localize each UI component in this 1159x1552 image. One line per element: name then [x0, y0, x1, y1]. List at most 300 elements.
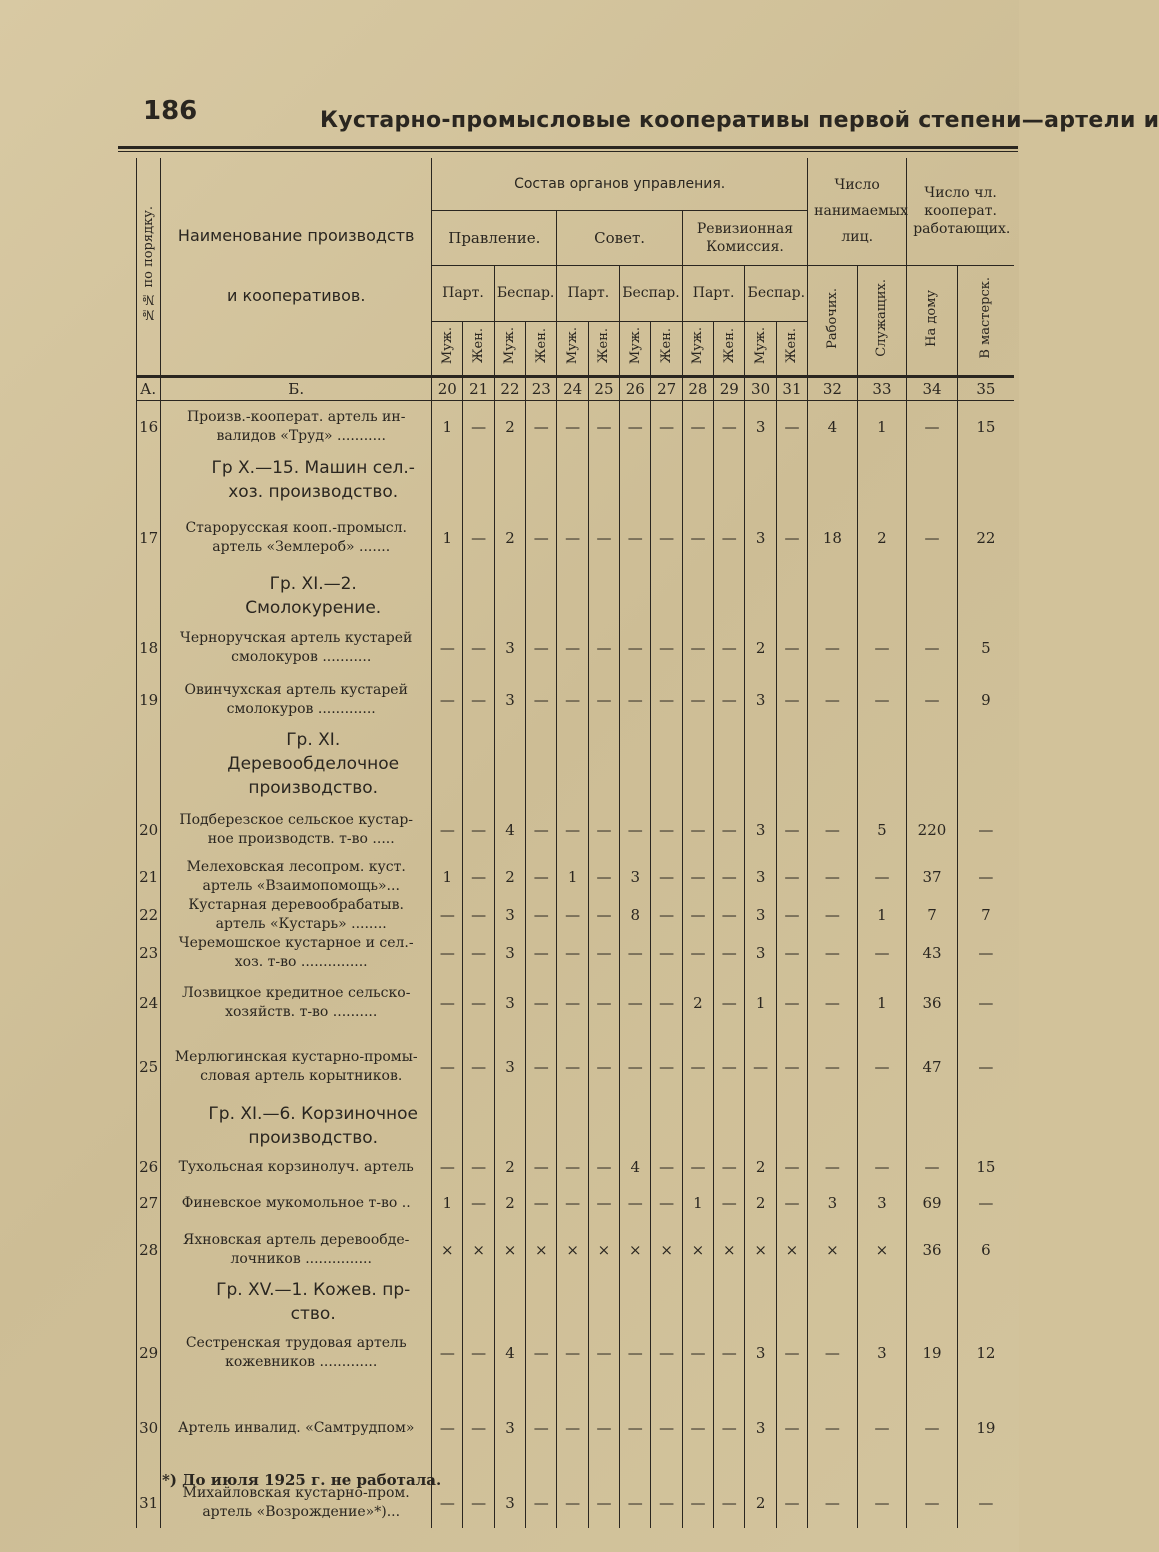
group-heading: Гр. XI.—6. Корзиночное производство. — [161, 1100, 432, 1152]
empty-cell — [857, 454, 907, 506]
empty-cell — [857, 1276, 907, 1328]
empty-cell — [714, 726, 745, 802]
value-cell: — — [857, 1152, 907, 1182]
value-cell: 3 — [857, 1182, 907, 1224]
cooperative-name-line: Черноручская артель кустарей — [180, 630, 413, 646]
column-number: 21 — [463, 376, 494, 400]
cooperative-name — [161, 802, 432, 858]
value-cell: — — [557, 1034, 588, 1100]
value-cell: — — [620, 802, 651, 858]
value-cell: 4 — [494, 1328, 525, 1378]
cooperative-name-line: Кустарная деревообрабатыв. — [188, 897, 404, 913]
row-number: 23 — [137, 934, 161, 972]
table-row — [137, 1328, 1015, 1378]
value-cell: — — [714, 858, 745, 896]
value-cell: × — [651, 1224, 682, 1276]
value-cell: — — [957, 1034, 1014, 1100]
value-cell: — — [432, 622, 463, 674]
in-workshop-header: В мастерск. — [957, 265, 1014, 376]
value-cell: — — [651, 400, 682, 454]
value-cell: 1 — [857, 400, 907, 454]
cooperative-name — [161, 674, 432, 726]
value-cell: — — [526, 1478, 557, 1528]
value-cell: — — [651, 622, 682, 674]
value-cell: × — [463, 1224, 494, 1276]
value-cell: 36 — [907, 972, 958, 1034]
value-cell: — — [432, 896, 463, 934]
statistics-table — [136, 158, 1014, 1528]
value-cell: 12 — [957, 1328, 1014, 1378]
row-number: 27 — [137, 1182, 161, 1224]
management-header: Состав органов управления. — [432, 158, 808, 210]
empty-cell — [682, 1100, 713, 1152]
value-cell: — — [526, 858, 557, 896]
row-number: 28 — [137, 1224, 161, 1276]
value-cell: 2 — [494, 1182, 525, 1224]
empty-cell — [682, 726, 713, 802]
value-cell: 1 — [432, 506, 463, 570]
cooperative-name — [161, 622, 432, 674]
value-cell: × — [857, 1224, 907, 1276]
empty-cell — [682, 570, 713, 622]
value-cell: 19 — [907, 1328, 958, 1378]
male-header: Муж. — [682, 321, 713, 376]
row-number: 30 — [137, 1378, 161, 1478]
value-cell: — — [714, 400, 745, 454]
value-cell: 3 — [857, 1328, 907, 1378]
value-cell: — — [776, 896, 807, 934]
value-cell: — — [557, 1152, 588, 1182]
value-cell: — — [588, 674, 619, 726]
value-cell: — — [526, 1328, 557, 1378]
value-cell: — — [620, 400, 651, 454]
row-number: 24 — [137, 972, 161, 1034]
table-row — [137, 1034, 1015, 1100]
value-cell: — — [620, 1478, 651, 1528]
value-cell: 43 — [907, 934, 958, 972]
value-cell: — — [588, 858, 619, 896]
value-cell: 3 — [494, 1378, 525, 1478]
value-cell: — — [776, 1152, 807, 1182]
empty-cell — [137, 570, 161, 622]
cooperative-name — [161, 934, 432, 972]
value-cell: — — [588, 934, 619, 972]
empty-cell — [808, 1276, 858, 1328]
value-cell: — — [620, 506, 651, 570]
cooperative-name-line: ное производств. т-во ..... — [207, 831, 395, 847]
value-cell: — — [620, 1034, 651, 1100]
empty-cell — [682, 1276, 713, 1328]
empty-cell — [494, 570, 525, 622]
cooperative-name-line: Произв.-кооперат. артель ин- — [186, 409, 406, 426]
row-number: 26 — [137, 1152, 161, 1182]
value-cell: × — [588, 1224, 619, 1276]
employees-header: Служащих. — [857, 265, 907, 376]
value-cell: — — [526, 1378, 557, 1478]
value-cell: 4 — [808, 400, 858, 454]
empty-cell — [714, 1100, 745, 1152]
value-cell: 3 — [494, 1478, 525, 1528]
value-cell: 3 — [494, 674, 525, 726]
value-cell: — — [745, 1034, 776, 1100]
cooperative-name-line: Артель инвалид. «Самтрудпом» — [177, 1419, 415, 1436]
value-cell: 19 — [957, 1378, 1014, 1478]
column-number: 30 — [745, 376, 776, 400]
value-cell: — — [808, 674, 858, 726]
value-cell: — — [682, 1152, 713, 1182]
value-cell: — — [651, 972, 682, 1034]
value-cell: 2 — [494, 400, 525, 454]
value-cell: 3 — [745, 802, 776, 858]
value-cell: — — [432, 934, 463, 972]
cooperative-name — [161, 1034, 432, 1100]
value-cell: 7 — [957, 896, 1014, 934]
cooperative-name-line: смолокуров ............. — [226, 701, 376, 717]
value-cell: 22 — [957, 506, 1014, 570]
female-header: Жен. — [714, 321, 745, 376]
empty-cell — [651, 570, 682, 622]
empty-cell — [776, 726, 807, 802]
value-cell: — — [957, 934, 1014, 972]
column-number: А. — [137, 376, 161, 400]
male-header: Муж. — [494, 321, 525, 376]
value-cell: — — [651, 1034, 682, 1100]
value-cell: — — [463, 896, 494, 934]
value-cell: — — [463, 1182, 494, 1224]
cooperative-name — [161, 1224, 432, 1276]
empty-cell — [651, 454, 682, 506]
value-cell: — — [682, 1328, 713, 1378]
value-cell: — — [620, 1328, 651, 1378]
cooperative-name-line: Подберезское сельское кустар- — [179, 812, 414, 828]
value-cell: 3 — [745, 400, 776, 454]
value-cell: — — [857, 1478, 907, 1528]
cooperative-name-line: валидов «Труд» ........... — [216, 428, 386, 445]
value-cell: — — [776, 934, 807, 972]
table-row — [137, 400, 1015, 454]
cooperative-name — [161, 1378, 432, 1478]
empty-cell — [557, 726, 588, 802]
group-heading-row — [137, 1100, 1015, 1152]
value-cell: 2 — [682, 972, 713, 1034]
empty-cell — [907, 1100, 958, 1152]
empty-cell — [494, 1100, 525, 1152]
value-cell: 5 — [857, 802, 907, 858]
female-header: Жен. — [526, 321, 557, 376]
value-cell: — — [857, 1034, 907, 1100]
empty-cell — [714, 454, 745, 506]
cooperative-name-line: Финевское мукомольное т-во .. — [181, 1194, 411, 1211]
party-header: Парт. — [557, 265, 620, 321]
column-number: Б. — [161, 376, 432, 400]
cooperative-name-line: Овинчухская артель кустарей — [184, 682, 408, 698]
table-row — [137, 1152, 1015, 1182]
value-cell: — — [463, 506, 494, 570]
group-heading: Гр. XI. Деревообделочное производство. — [161, 726, 432, 802]
value-cell: — — [682, 934, 713, 972]
nonparty-header: Беспар. — [494, 265, 557, 321]
value-cell: — — [957, 972, 1014, 1034]
at-home-header: На дому — [907, 265, 958, 376]
value-cell: × — [745, 1224, 776, 1276]
value-cell: — — [776, 1478, 807, 1528]
value-cell: — — [808, 972, 858, 1034]
value-cell: — — [651, 858, 682, 896]
cooperative-name — [161, 972, 432, 1034]
value-cell: — — [907, 400, 958, 454]
name-column-header: Наименование производств и кооперативов. — [161, 158, 432, 376]
value-cell: 3 — [494, 934, 525, 972]
column-number: 25 — [588, 376, 619, 400]
cooperative-name — [161, 506, 432, 570]
empty-cell — [137, 1100, 161, 1152]
value-cell: 1 — [557, 858, 588, 896]
value-cell: 1 — [745, 972, 776, 1034]
column-number: 31 — [776, 376, 807, 400]
footnote: *) До июля 1925 г. не работала. — [162, 1471, 442, 1489]
value-cell: — — [588, 896, 619, 934]
value-cell: — — [651, 1478, 682, 1528]
table-row — [137, 896, 1015, 934]
value-cell: × — [557, 1224, 588, 1276]
empty-cell — [857, 726, 907, 802]
value-cell: 4 — [620, 1152, 651, 1182]
value-cell: 3 — [745, 506, 776, 570]
row-number: 25 — [137, 1034, 161, 1100]
column-number: 24 — [557, 376, 588, 400]
header-rule-thin — [118, 151, 1018, 152]
value-cell: — — [776, 622, 807, 674]
row-number: 31 — [137, 1478, 161, 1528]
value-cell: 1 — [857, 972, 907, 1034]
value-cell: — — [432, 1328, 463, 1378]
value-cell: — — [907, 1152, 958, 1182]
value-cell: 7 — [907, 896, 958, 934]
empty-cell — [682, 454, 713, 506]
value-cell: 6 — [957, 1224, 1014, 1276]
value-cell: 3 — [494, 1034, 525, 1100]
row-number: 20 — [137, 802, 161, 858]
empty-cell — [808, 726, 858, 802]
empty-cell — [907, 454, 958, 506]
value-cell: — — [651, 1152, 682, 1182]
value-cell: — — [808, 896, 858, 934]
male-header: Муж. — [620, 321, 651, 376]
value-cell: — — [526, 896, 557, 934]
value-cell: — — [682, 400, 713, 454]
empty-cell — [494, 1276, 525, 1328]
value-cell: — — [526, 400, 557, 454]
value-cell: — — [957, 858, 1014, 896]
value-cell: — — [526, 622, 557, 674]
value-cell: — — [808, 622, 858, 674]
value-cell: × — [526, 1224, 557, 1276]
value-cell: — — [682, 506, 713, 570]
value-cell: — — [557, 1378, 588, 1478]
table-row — [137, 858, 1015, 896]
male-header: Муж. — [432, 321, 463, 376]
value-cell: — — [651, 1328, 682, 1378]
table-row — [137, 1378, 1015, 1478]
value-cell: — — [620, 674, 651, 726]
value-cell: — — [776, 1328, 807, 1378]
value-cell: — — [557, 802, 588, 858]
empty-cell — [526, 1276, 557, 1328]
value-cell: — — [463, 858, 494, 896]
value-cell: — — [714, 622, 745, 674]
value-cell: × — [432, 1224, 463, 1276]
value-cell: 3 — [745, 1328, 776, 1378]
empty-cell — [494, 454, 525, 506]
value-cell: — — [776, 802, 807, 858]
value-cell: — — [526, 674, 557, 726]
female-header: Жен. — [588, 321, 619, 376]
empty-cell — [620, 1100, 651, 1152]
value-cell: — — [682, 802, 713, 858]
value-cell: — — [714, 1328, 745, 1378]
value-cell: 3 — [745, 858, 776, 896]
value-cell: — — [588, 802, 619, 858]
empty-cell — [957, 570, 1014, 622]
empty-cell — [588, 726, 619, 802]
value-cell: — — [714, 934, 745, 972]
row-number: 21 — [137, 858, 161, 896]
value-cell: — — [682, 674, 713, 726]
value-cell: 1 — [857, 896, 907, 934]
value-cell: 15 — [957, 400, 1014, 454]
value-cell: — — [682, 622, 713, 674]
empty-cell — [463, 726, 494, 802]
value-cell: 4 — [494, 802, 525, 858]
value-cell: 8 — [620, 896, 651, 934]
value-cell: — — [682, 1478, 713, 1528]
value-cell: × — [808, 1224, 858, 1276]
value-cell: — — [588, 1328, 619, 1378]
table-row — [137, 506, 1015, 570]
empty-cell — [745, 1100, 776, 1152]
value-cell: — — [957, 1478, 1014, 1528]
party-header: Парт. — [432, 265, 495, 321]
empty-cell — [588, 454, 619, 506]
cooperative-name — [161, 896, 432, 934]
value-cell: — — [776, 400, 807, 454]
value-cell: 3 — [808, 1182, 858, 1224]
value-cell: — — [588, 1378, 619, 1478]
table-row — [137, 1182, 1015, 1224]
value-cell: — — [857, 858, 907, 896]
cooperative-name-line: артель «Возрождение»*)... — [202, 1504, 401, 1520]
empty-cell — [137, 454, 161, 506]
value-cell: × — [714, 1224, 745, 1276]
value-cell: — — [651, 802, 682, 858]
empty-cell — [588, 1100, 619, 1152]
empty-cell — [526, 570, 557, 622]
value-cell: — — [526, 506, 557, 570]
value-cell: — — [776, 1034, 807, 1100]
value-cell: 1 — [682, 1182, 713, 1224]
value-cell: — — [620, 622, 651, 674]
value-cell: — — [651, 506, 682, 570]
empty-cell — [651, 1276, 682, 1328]
empty-cell — [432, 570, 463, 622]
empty-cell — [651, 726, 682, 802]
value-cell: × — [494, 1224, 525, 1276]
empty-cell — [745, 1276, 776, 1328]
cooperative-name-line: словая артель корытников. — [200, 1068, 403, 1084]
value-cell: — — [776, 1182, 807, 1224]
cooperative-name-line: Михайловская кустарно-пром. — [182, 1485, 410, 1501]
value-cell: 3 — [745, 674, 776, 726]
group-heading: Гр X.—15. Машин сел.-хоз. производство. — [161, 454, 432, 506]
empty-cell — [745, 726, 776, 802]
table-row — [137, 622, 1015, 674]
value-cell: 1 — [432, 858, 463, 896]
male-header: Муж. — [745, 321, 776, 376]
empty-cell — [557, 1100, 588, 1152]
value-cell: — — [463, 934, 494, 972]
value-cell: — — [463, 972, 494, 1034]
value-cell: 2 — [494, 858, 525, 896]
value-cell: — — [432, 1378, 463, 1478]
value-cell: 18 — [808, 506, 858, 570]
value-cell: — — [463, 622, 494, 674]
column-number: 20 — [432, 376, 463, 400]
value-cell: — — [651, 1378, 682, 1478]
value-cell: × — [776, 1224, 807, 1276]
empty-cell — [432, 726, 463, 802]
column-number: 29 — [714, 376, 745, 400]
value-cell: — — [808, 858, 858, 896]
empty-cell — [137, 726, 161, 802]
value-cell: 220 — [907, 802, 958, 858]
table-row — [137, 1224, 1015, 1276]
value-cell: — — [808, 1378, 858, 1478]
value-cell: — — [588, 506, 619, 570]
empty-cell — [776, 1276, 807, 1328]
value-cell: — — [808, 1478, 858, 1528]
value-cell: — — [776, 506, 807, 570]
value-cell: — — [526, 1034, 557, 1100]
value-cell: × — [682, 1224, 713, 1276]
cooperative-name-line: лочников ............... — [230, 1251, 372, 1267]
value-cell: — — [588, 622, 619, 674]
value-cell: — — [808, 1328, 858, 1378]
value-cell: — — [907, 506, 958, 570]
value-cell: 2 — [857, 506, 907, 570]
value-cell: 15 — [957, 1152, 1014, 1182]
female-header: Жен. — [776, 321, 807, 376]
value-cell: — — [463, 1328, 494, 1378]
value-cell: — — [714, 1478, 745, 1528]
empty-cell — [137, 1276, 161, 1328]
value-cell: — — [682, 1034, 713, 1100]
value-cell: — — [651, 896, 682, 934]
empty-cell — [432, 1276, 463, 1328]
group-heading-row — [137, 454, 1015, 506]
board-header: Правление. — [432, 210, 557, 265]
cooperative-name — [161, 1182, 432, 1224]
nonparty-header: Беспар. — [620, 265, 683, 321]
value-cell: 3 — [745, 934, 776, 972]
value-cell: 3 — [745, 896, 776, 934]
value-cell: — — [714, 896, 745, 934]
empty-cell — [620, 1276, 651, 1328]
value-cell: 9 — [957, 674, 1014, 726]
value-cell: — — [651, 1182, 682, 1224]
cooperative-name-line: Мелеховская лесопром. куст. — [186, 859, 406, 875]
group-heading-row — [137, 726, 1015, 802]
row-number: 16 — [137, 400, 161, 454]
